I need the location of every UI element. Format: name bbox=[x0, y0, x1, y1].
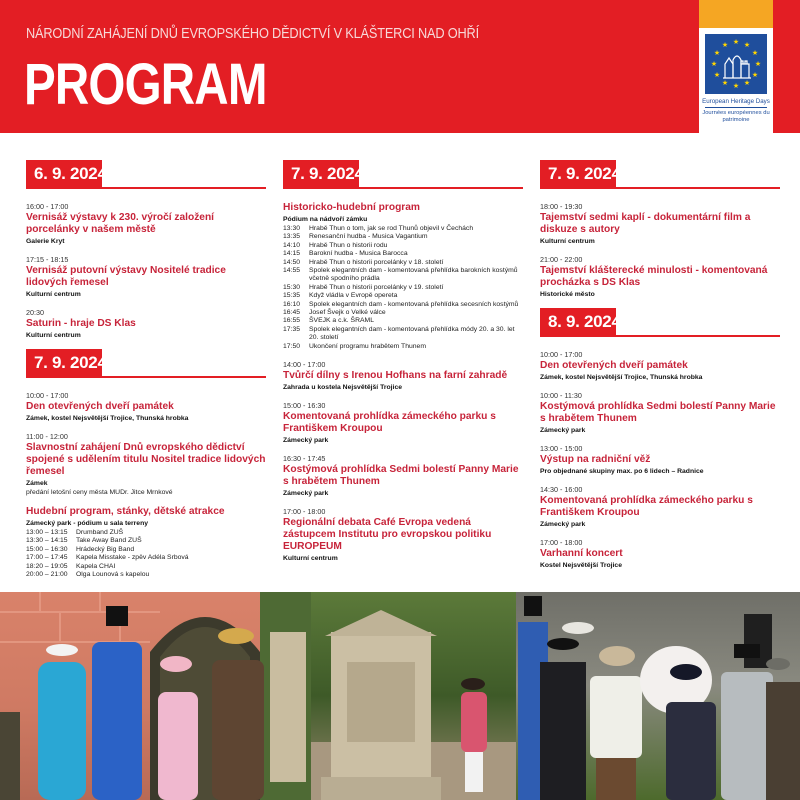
event-item bbox=[283, 401, 523, 445]
event-place: Kulturní centrum bbox=[540, 238, 595, 245]
schedule-text: Hrabě Thun o tom, jak se rod Thunů objevil v Čechách bbox=[309, 225, 474, 232]
svg-text:★: ★ bbox=[713, 72, 721, 79]
page-title: PROGRAM bbox=[24, 52, 267, 117]
schedule-row bbox=[26, 571, 266, 579]
schedule-time: 13:00 – 13:15 bbox=[26, 529, 68, 536]
event-place: Pódium na nádvoří zámku bbox=[283, 216, 368, 223]
schedule-row bbox=[26, 529, 266, 537]
costumed-family-at-arcade-photo bbox=[0, 592, 311, 800]
event-time: 17:00 - 18:00 bbox=[283, 507, 326, 517]
event-place: Zámek bbox=[26, 480, 48, 487]
event-place: Kulturní centrum bbox=[26, 291, 81, 298]
schedule-time: 16:45 bbox=[283, 309, 301, 317]
event-place: Zámecký park bbox=[540, 427, 586, 434]
schedule-time: 15:35 bbox=[283, 292, 301, 300]
schedule-time: 17:50 bbox=[283, 342, 301, 350]
schedule-row bbox=[26, 563, 266, 571]
schedule-time: 15:30 bbox=[283, 283, 301, 291]
event-title: Saturin - hraje DS Klas bbox=[26, 318, 136, 329]
schedule-time: 13:30 – 14:15 bbox=[26, 537, 68, 545]
column-3 bbox=[540, 160, 780, 579]
schedule-row bbox=[283, 292, 523, 300]
svg-text:★: ★ bbox=[751, 50, 759, 57]
event-title: Tvůrčí dílny s Irenou Hofhans na farní zahradě bbox=[283, 370, 508, 382]
event-time: 11:00 - 12:00 bbox=[26, 432, 68, 441]
schedule-text: Barokní hudba - Musica Barocca bbox=[309, 250, 408, 258]
schedule-row bbox=[283, 233, 523, 241]
event-note: předání letošní ceny města MUDr. Jitce Mrnkové bbox=[26, 489, 173, 496]
event-time: 10:00 - 11:30 bbox=[540, 391, 582, 400]
schedule-time: 18:20 – 19:05 bbox=[26, 562, 68, 570]
event-item bbox=[540, 350, 780, 382]
event-time: 17:15 - 18:15 bbox=[26, 255, 69, 264]
event-title: Kostýmová prohlídka Sedmi bolestí Panny Marie s hrabětem Thunem bbox=[540, 401, 776, 424]
schedule-time: 15:00 – 16:30 bbox=[26, 545, 68, 553]
event-title: Tajemství klášterecké minulosti - komentovaná procházka s DS Klas bbox=[540, 265, 768, 288]
event-time: 16:30 - 17:45 bbox=[283, 454, 326, 464]
event-title: Výstup na radniční věž bbox=[540, 454, 651, 465]
event-item bbox=[540, 255, 780, 299]
schedule-text: Drumband ZUŠ bbox=[76, 529, 124, 536]
svg-text:★: ★ bbox=[710, 61, 718, 68]
logo-text-english: European Heritage Days bbox=[702, 98, 770, 105]
eu-stars-castle-icon bbox=[705, 34, 767, 94]
svg-text:★: ★ bbox=[732, 39, 740, 46]
event-place: Historické město bbox=[540, 291, 595, 298]
event-title: Regionální debata Café Evropa vedená zástupcem Institutu pro evropskou politiku EUROPEUM bbox=[283, 517, 492, 553]
schedule-time: 14:10 bbox=[283, 241, 301, 249]
event-time: 14:30 - 16:00 bbox=[540, 485, 583, 494]
svg-text:★: ★ bbox=[743, 42, 751, 49]
event-title: Den otevřených dveří památek bbox=[26, 401, 174, 412]
schedule-text: Renesanční hudba - Musica Vagantium bbox=[309, 233, 428, 241]
event-item bbox=[283, 507, 523, 563]
svg-text:★: ★ bbox=[743, 80, 751, 87]
logo-text-french: Journées européennes du patrimoine bbox=[702, 110, 770, 123]
baroque-monument-with-count-photo bbox=[311, 592, 516, 800]
event-place: Zámek, kostel Nejsvětější Trojice, Thunská hrobka bbox=[26, 415, 189, 422]
event-item bbox=[283, 454, 523, 498]
schedule-time: 13:30 bbox=[283, 225, 301, 232]
schedule-text: Olga Lounová s kapelou bbox=[76, 571, 150, 579]
event-item bbox=[26, 308, 266, 340]
svg-text:★: ★ bbox=[754, 61, 762, 68]
date-badge: 7. 9. 2024 bbox=[26, 349, 102, 377]
event-time: 10:00 - 17:00 bbox=[26, 391, 69, 400]
costumed-crowd-in-park-photo bbox=[516, 592, 800, 800]
date-badge: 7. 9. 2024 bbox=[283, 160, 359, 188]
schedule-time: 16:10 bbox=[283, 300, 301, 308]
event-item bbox=[26, 255, 266, 299]
event-time: 16:00 - 17:00 bbox=[26, 202, 69, 211]
schedule-text: Když vládla v Evropě opereta bbox=[309, 292, 398, 300]
schedule-row bbox=[283, 250, 523, 258]
event-title: Vernisáž výstavy k 230. výročí založení porcelánky v našem městě bbox=[26, 212, 215, 235]
schedule-time: 13:35 bbox=[283, 233, 301, 241]
date-header bbox=[26, 349, 266, 379]
svg-text:★: ★ bbox=[721, 80, 729, 87]
event-title: Den otevřených dveří památek bbox=[540, 360, 688, 371]
music-program bbox=[26, 506, 266, 579]
event-title: Slavnostní zahájení Dnů evropského dědictví spojené s udělením titulu Nositel tradice lidových řemesel bbox=[26, 442, 266, 477]
event-title: Tajemství sedmi kaplí - dokumentární film a diskuze s autory bbox=[540, 212, 751, 235]
event-time: 15:00 - 16:30 bbox=[283, 401, 326, 411]
event-time: 13:00 - 15:00 bbox=[540, 444, 583, 453]
date-header bbox=[283, 160, 523, 190]
event-item bbox=[540, 444, 780, 476]
event-item bbox=[540, 485, 780, 529]
schedule-time: 14:15 bbox=[283, 250, 301, 258]
svg-text:★: ★ bbox=[713, 50, 721, 57]
event-place: Galerie Kryt bbox=[26, 238, 65, 245]
header-banner bbox=[0, 0, 800, 133]
european-heritage-days-logo bbox=[699, 28, 773, 133]
event-time: 21:00 - 22:00 bbox=[540, 255, 583, 264]
schedule-text: Spolek elegantních dam - komentovaná přehlídka secesních kostýmů bbox=[309, 300, 519, 308]
date-badge: 6. 9. 2024 bbox=[26, 160, 102, 188]
schedule-row bbox=[283, 267, 523, 284]
schedule-row bbox=[26, 537, 266, 545]
event-time: 14:00 - 17:00 bbox=[283, 360, 326, 370]
schedule-time: 17:00 – 17:45 bbox=[26, 554, 68, 562]
event-item bbox=[540, 391, 780, 435]
schedule-row bbox=[283, 317, 523, 325]
event-place: Kostel Nejsvětější Trojice bbox=[540, 562, 622, 569]
logo-orange-band bbox=[699, 0, 773, 28]
event-place: Pro objednané skupiny max. po 6 lidech – Radnice bbox=[540, 468, 704, 475]
event-title: Historicko-hudební program bbox=[283, 202, 420, 213]
photo-strip bbox=[0, 592, 800, 800]
event-place: Kulturní centrum bbox=[26, 332, 81, 339]
date-header bbox=[540, 160, 780, 190]
schedule-text: Hrabě Thun o historii porcelánky v 19. století bbox=[309, 283, 444, 291]
event-time: 18:00 - 19:30 bbox=[540, 202, 583, 211]
schedule-time: 16:55 bbox=[283, 317, 301, 325]
schedule-text: Josef Švejk o Velké válce bbox=[309, 309, 386, 317]
event-title: Komentovaná prohlídka zámeckého parku s Františkem Kroupou bbox=[283, 411, 496, 435]
schedule-time: 14:50 bbox=[283, 258, 301, 266]
date-badge: 7. 9. 2024 bbox=[540, 160, 616, 188]
schedule-row bbox=[283, 326, 523, 343]
date-header bbox=[26, 160, 266, 190]
svg-text:★: ★ bbox=[732, 83, 740, 90]
schedule-text: Hrabě Thun o historii rodu bbox=[309, 241, 388, 249]
svg-text:★: ★ bbox=[721, 42, 729, 49]
schedule-text: ŠVEJK a c.k. ŠRAML bbox=[309, 317, 374, 325]
historic-schedule bbox=[283, 225, 523, 351]
event-item bbox=[26, 202, 266, 246]
schedule-text: Spolek elegantních dam - komentovaná přehlídka barokních kostýmů včetně spodního prádla bbox=[309, 267, 518, 283]
schedule-time: 20:00 – 21:00 bbox=[26, 571, 68, 579]
event-subtitle: NÁRODNÍ ZAHÁJENÍ DNŮ EVROPSKÉHO DĚDICTVÍ V KLÁŠTERCI NAD OHŘÍ bbox=[26, 26, 479, 42]
event-item bbox=[26, 391, 266, 423]
event-time: 17:00 - 18:00 bbox=[540, 538, 583, 547]
event-place: Zámecký park bbox=[283, 437, 329, 445]
schedule-time: 14:55 bbox=[283, 267, 301, 275]
schedule-text: Hrádecký Big Band bbox=[76, 545, 135, 553]
event-item bbox=[540, 202, 780, 246]
schedule-text: Spolek elegantních dam - komentovaná přehlídka módy 20. a 30. let 20. století bbox=[309, 325, 515, 342]
event-title: Hudební program, stánky, dětské atrakce bbox=[26, 506, 225, 517]
schedule-row bbox=[283, 225, 523, 233]
event-place: Zámek, kostel Nejsvětější Trojice, Thunská hrobka bbox=[540, 374, 703, 381]
schedule-text: Kapela Misstake - zpěv Adéla Srbová bbox=[76, 554, 189, 562]
schedule-row bbox=[26, 554, 266, 562]
event-place: Zámecký park - pódium u sala terreny bbox=[26, 520, 149, 527]
schedule-text: Take Away Band ZUŠ bbox=[76, 537, 142, 545]
event-time: 20:30 bbox=[26, 308, 44, 317]
event-title: Varhanní koncert bbox=[540, 548, 623, 559]
event-item bbox=[283, 360, 523, 392]
event-title: Komentovaná prohlídka zámeckého parku s Františkem Kroupou bbox=[540, 495, 753, 518]
music-schedule bbox=[26, 529, 266, 579]
schedule-text: Ukončení programu hrabětem Thunem bbox=[309, 342, 426, 350]
schedule-row bbox=[283, 301, 523, 309]
schedule-text: Kapela CHAI bbox=[76, 562, 116, 570]
event-item bbox=[26, 432, 266, 497]
event-place: Kulturní centrum bbox=[283, 555, 338, 563]
event-time: 10:00 - 17:00 bbox=[540, 350, 583, 359]
event-title: Kostýmová prohlídka Sedmi bolestí Panny Marie s hrabětem Thunem bbox=[283, 464, 519, 488]
event-place: Zámecký park bbox=[283, 490, 329, 498]
historic-music-program bbox=[283, 202, 523, 351]
event-place: Zámecký park bbox=[540, 521, 586, 528]
schedule-row bbox=[283, 259, 523, 267]
logo-divider bbox=[705, 107, 767, 108]
date-badge: 8. 9. 2024 bbox=[540, 308, 616, 336]
svg-text:★: ★ bbox=[751, 72, 759, 79]
schedule-row bbox=[283, 284, 523, 292]
column-1 bbox=[26, 160, 266, 588]
schedule-row bbox=[26, 546, 266, 554]
event-item bbox=[540, 538, 780, 570]
column-2 bbox=[283, 160, 523, 572]
schedule-row bbox=[283, 242, 523, 250]
schedule-text: Hrabě Thun o historii porcelánky v 18. století bbox=[309, 258, 444, 266]
date-header bbox=[540, 308, 780, 338]
event-title: Vernisáž putovní výstavy Nositelé tradice lidových řemesel bbox=[26, 265, 226, 288]
schedule-row bbox=[283, 343, 523, 351]
event-place: Zahrada u kostela Nejsvětější Trojice bbox=[283, 384, 402, 392]
schedule-time: 17:35 bbox=[283, 325, 301, 333]
